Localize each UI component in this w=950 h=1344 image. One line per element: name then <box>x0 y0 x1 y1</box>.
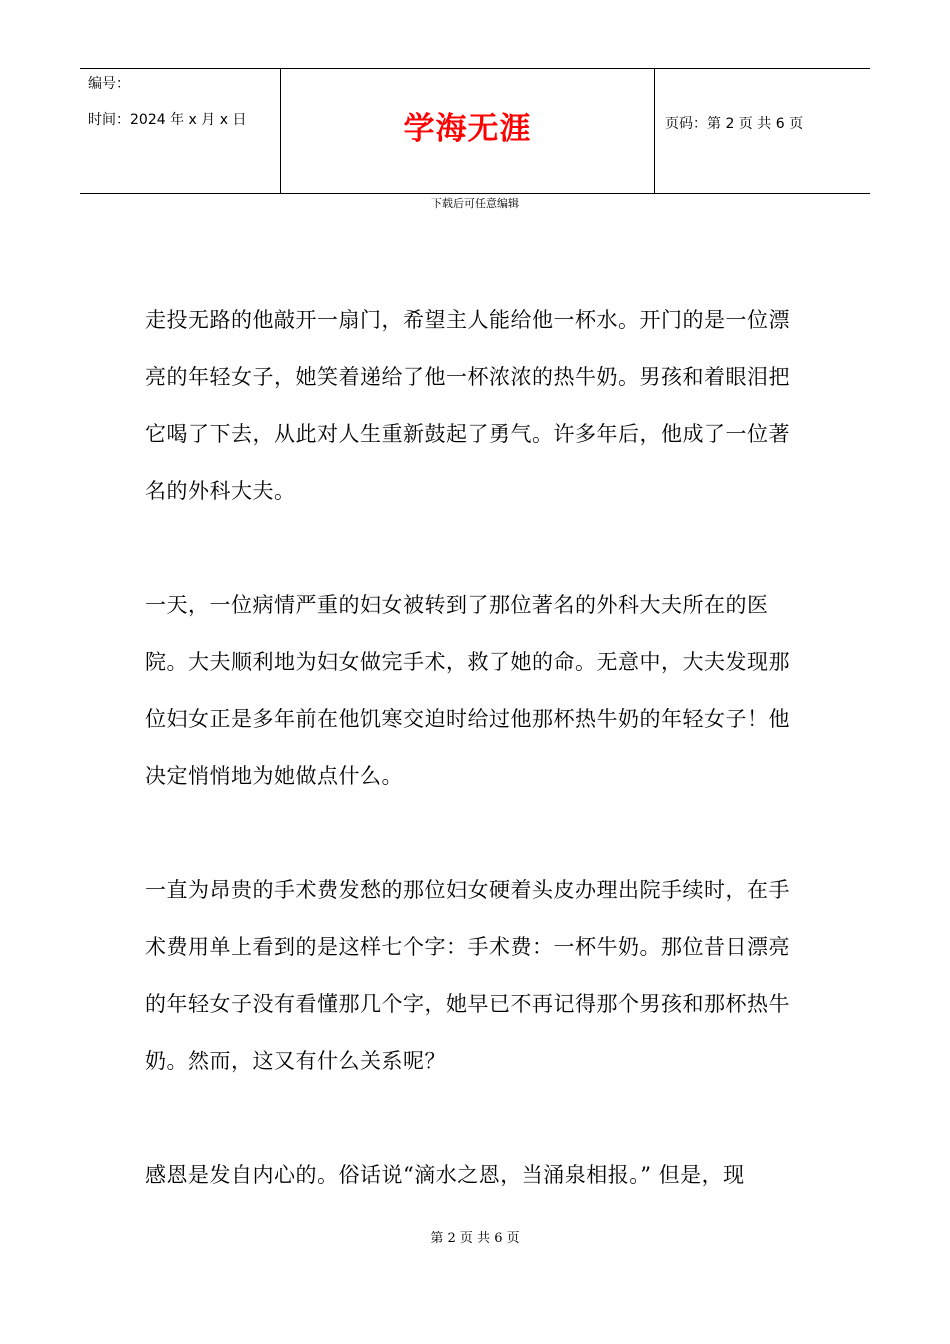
paragraph: 一直为昂贵的手术费发愁的那位妇女硬着头皮办理出院手续时，在手术费用单上看到的是这样七个字：手术费：一杯牛奶。那位昔日漂亮的年轻女子没有看懂那几个字，她早已不再记得那个男孩和那杯热牛奶。然而，这又有什么关系呢？ <box>145 878 790 1073</box>
paragraph: 一天，一位病情严重的妇女被转到了那位著名的外科大夫所在的医院。大夫顺利地为妇女做完手术，救了她的命。无意中，大夫发现那位妇女正是多年前在他饥寒交迫时给过他那杯热牛奶的年轻女子！他决定悄悄地为她做点什么。 <box>145 593 790 788</box>
header-table <box>80 68 870 194</box>
paragraph: 走投无路的他敲开一扇门，希望主人能给他一杯水。开门的是一位漂亮的年轻女子，她笑着递给了他一杯浓浓的热牛奶。男孩和着眼泪把它喝了下去，从此对人生重新鼓起了勇气。许多年后，他成了一位著名的外科大夫。 <box>145 308 790 503</box>
header-page-cell <box>655 69 870 193</box>
article-body <box>145 292 810 1261</box>
header-brand-cell <box>281 69 655 193</box>
edit-note: 下载后可任意编辑 <box>431 197 519 210</box>
document-number: 编号： <box>88 76 130 92</box>
page-footer: 第 2 页 共 6 页 <box>430 1231 520 1246</box>
document-date: 时间：2024 年 x 月 x 日 <box>88 112 247 128</box>
brand-title: 学海无涯 <box>403 111 532 147</box>
page-code: 页码：第 2 页 共 6 页 <box>665 116 804 132</box>
header-meta-cell <box>80 69 281 193</box>
paragraph: 感恩是发自内心的。俗话说“滴水之恩，当涌泉相报。” 但是，现 <box>145 1163 745 1187</box>
